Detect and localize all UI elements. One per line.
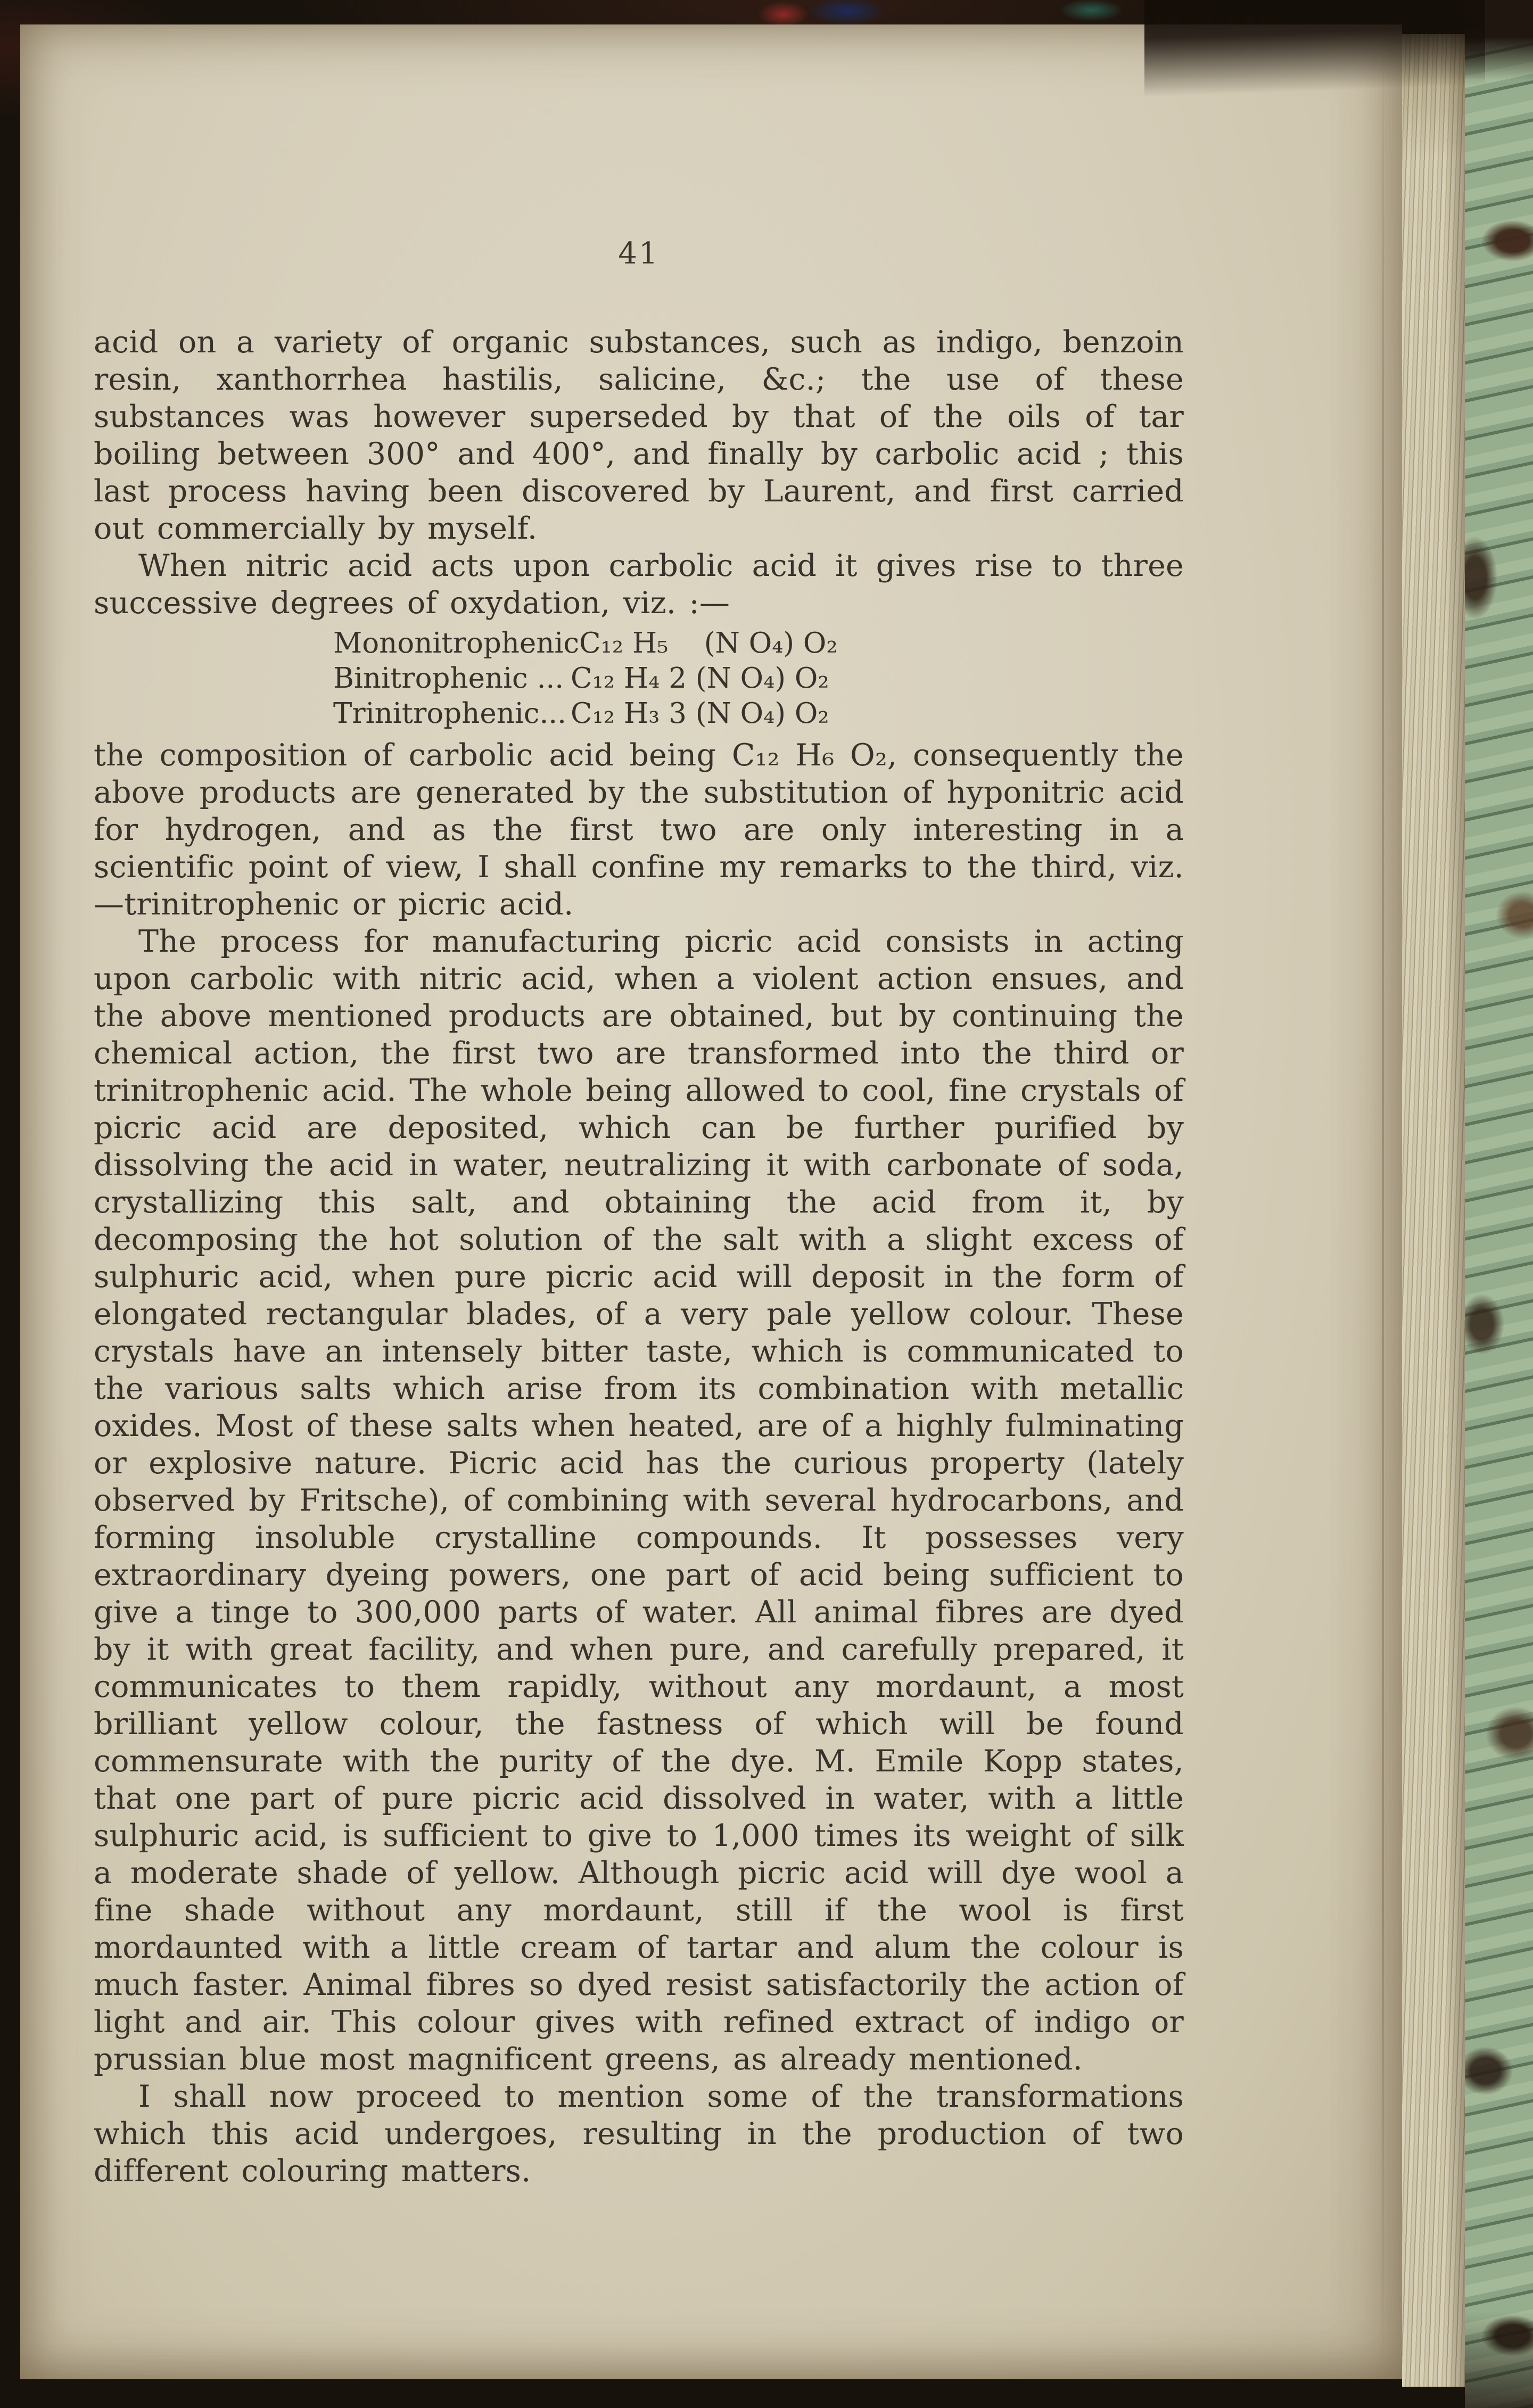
cover-smudge-blue [807,0,887,26]
paragraph-5: I shall now proceed to mention some of the transformations which this acid undergoes, resulting in the production of two different colouring matters. [94,2079,1184,2189]
book-cover-corner [1144,0,1485,102]
cover-smudge-red [758,1,809,28]
paragraph-4: The process for manufacturing picric acid consists in acting upon carbolic with nitric acid, when a violent action ensues, and the above mentioned products are obtained, but by continuing the chemical action, the first two are transformed into the third or trinitrophenic acid. The whole being allowed to cool, fine crystals of picric acid are deposited, which can be further purified by dissolving the acid in water, neutralizing it with carbonate of soda, crystallizing this salt, and obtaining the acid from it, by decomposing the hot solution of the salt with a slight excess of sulphuric acid, when pure picric acid will deposit in the form of elongated rectangular blades, of a very pale yellow colour. These crystals have an intensely bitter taste, which is communicated to the various salts which arise from its combination with metallic oxides. Most of these salts when heated, are of a highly fulminating or explosive nature. Picric acid has the curious property (lately observed by Fritsche), of combining with several hydrocarbons, and forming insoluble crystalline compounds. It possesses very extraordinary dyeing powers, one part of acid being sufficient to give a tinge to 300,000 parts of water. All animal fibres are dyed by it with great facility, and when pure, and carefully prepared, it communicates to them rapidly, without any mordaunt, a most brilliant yellow colour, the fastness of which will be found commensurate with the purity of the dye. M. Emile Kopp states, that one part of pure picric acid dissolved in water, with a little sulphuric acid, is sufficient to give to 1,000 times its weight of silk a moderate shade of yellow. Although picric acid will dye wool a fine shade without any mordaunt, still if the wool is first mordaunted with a little cream of tartar and alum the colour is much faster. Animal fibres so dyed resist satisfactorily the action of light and air. This colour gives with refined extract of indigo or prussian blue most magnificent greens, as already mentioned. [94,924,1184,2077]
paragraph-2: When nitric acid acts upon carbolic acid it gives rise to three successive degrees of oxydation, viz. :— [94,548,1184,621]
formula-row-mononitrophenic [333,626,1184,661]
paragraph-3: the composition of carbolic acid being C₁₂ H₆ O₂, consequently the above products are generated by the substitution of hyponitric acid for hydrogen, and as the first two are only interesting in a scientific point of view, I shall confine my remarks to the third, viz.—trinitrophenic or picric acid. [94,738,1184,922]
formula-name: Binitrophenic ... [333,662,564,695]
formula-value: C₁₂ H₅ (N O₄) O₂ [579,627,838,659]
formula-value: C₁₂ H₃ 3 (N O₄) O₂ [571,697,829,730]
formula-table [94,626,1184,731]
page-number: 41 [618,236,660,271]
formula-name: Mononitrophenic [333,627,580,659]
formula-row-binitrophenic [333,661,1184,696]
book-page [20,24,1402,2379]
formula-name: Trinitrophenic... [333,697,567,730]
cover-smudge-teal [1059,0,1123,21]
formula-row-trinitrophenic [333,696,1184,731]
paragraph-1: acid on a variety of organic substances, such as indigo, benzoin resin, xanthorrhea hastilis, salicine, &c.; the use of these substances was however superseded by that of the oils of tar boiling between 300° and 400°, and finally by carbolic acid ; this last process having been discovered by Laurent, and first carried out commercially by myself. [94,325,1184,546]
formula-value: C₁₂ H₄ 2 (N O₄) O₂ [571,662,829,695]
marbled-fore-edge [1465,0,1533,2408]
page-body [94,324,1184,2190]
page-edges [1402,34,1466,2387]
